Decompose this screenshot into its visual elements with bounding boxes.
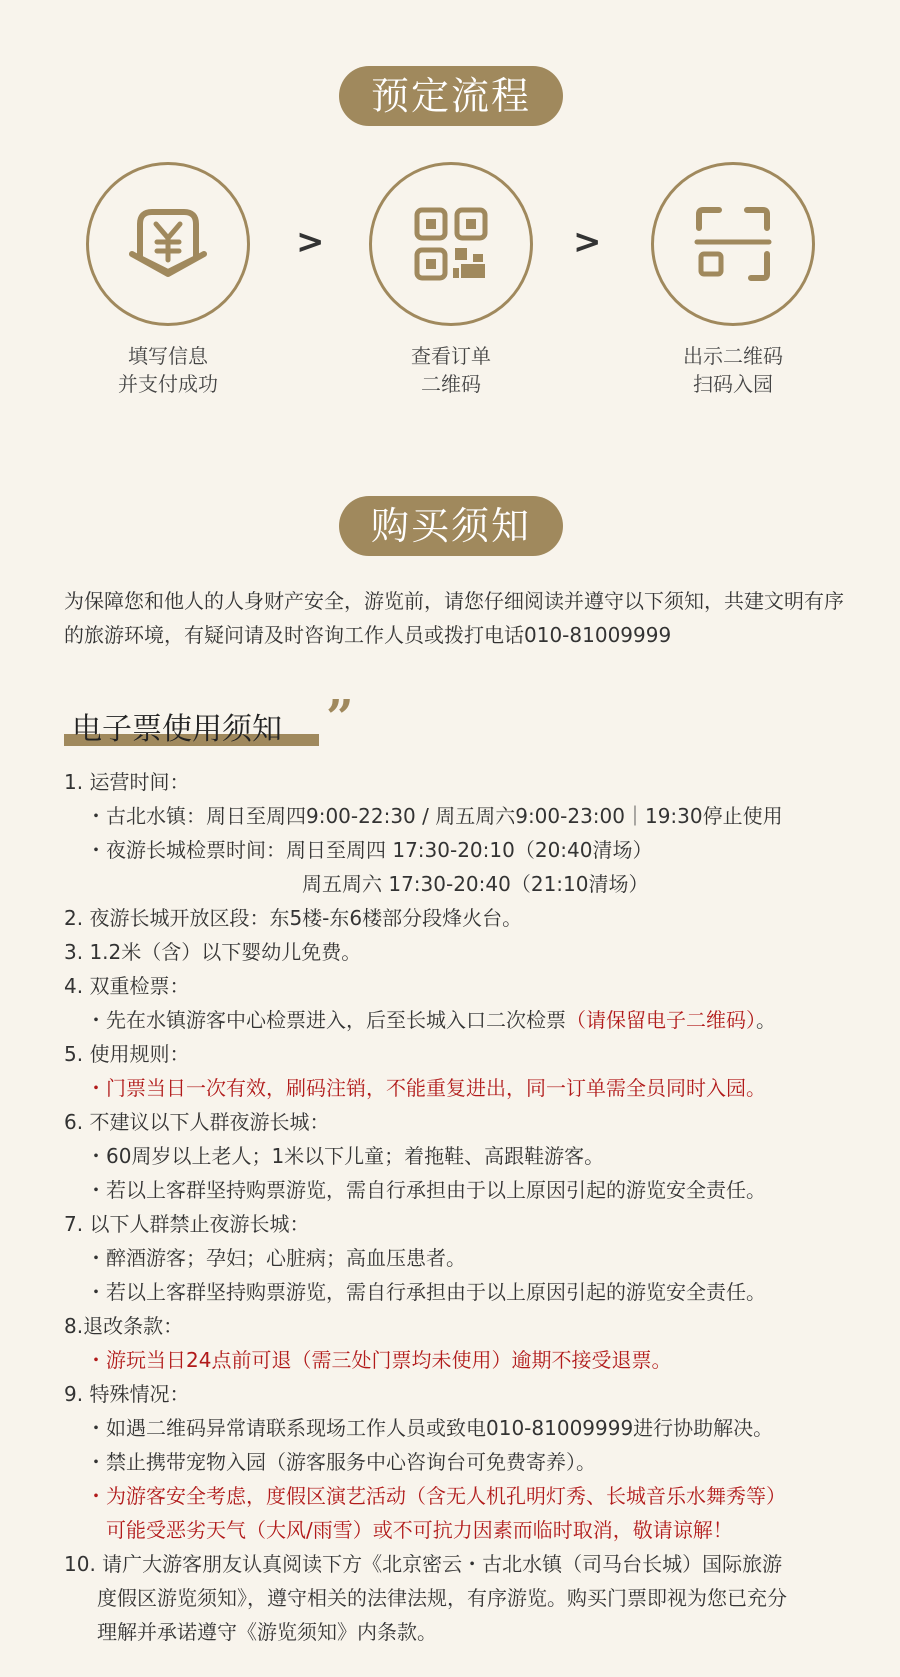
step-scan-line1: 出示二维码 xyxy=(683,344,783,368)
purchase-notice-title: 购买须知 xyxy=(339,496,563,556)
step-pay-circle xyxy=(86,162,250,326)
quote-mark-icon: ” xyxy=(326,690,354,746)
eticket-title: 电子票使用须知 xyxy=(72,712,282,747)
note-9a: ・如遇二维码异常请联系现场工作人员或致电010-81009999进行协助解决。 xyxy=(86,1416,774,1440)
note-1c: 周五周六 17:30-20:40（21:10清场） xyxy=(302,872,649,896)
note-7b: ・若以上客群坚持购票游览，需自行承担由于以上原因引起的游览安全责任。 xyxy=(86,1280,766,1304)
note-7: 7. 以下人群禁止夜游长城： xyxy=(64,1212,310,1236)
step-view-order xyxy=(366,162,536,398)
note-9b: ・禁止携带宠物入园（游客服务中心咨询台可免费寄养）。 xyxy=(86,1450,596,1474)
note-8: 8.退改条款： xyxy=(64,1314,184,1338)
step-arrow-1: > xyxy=(296,222,325,262)
yuan-payment-icon xyxy=(126,202,210,286)
booking-process-title: 预定流程 xyxy=(339,66,563,126)
note-4a-end: 。 xyxy=(756,1008,776,1032)
note-5: 5. 使用规则： xyxy=(64,1042,190,1066)
qr-code-icon xyxy=(409,202,493,286)
step-view-order-line1: 查看订单 xyxy=(411,344,491,368)
note-9c: ・为游客安全考虑，度假区演艺活动（含无人机孔明灯秀、长城音乐水舞秀等） xyxy=(86,1484,786,1508)
note-6: 6. 不建议以下人群夜游长城： xyxy=(64,1110,330,1134)
note-4: 4. 双重检票： xyxy=(64,974,190,998)
step-scan-circle xyxy=(651,162,815,326)
note-5a: ・门票当日一次有效，刷码注销，不能重复进出，同一订单需全员同时入园。 xyxy=(86,1076,766,1100)
notes-list xyxy=(64,765,864,1649)
note-4a-text: ・先在水镇游客中心检票进入，后至长城入口二次检票 xyxy=(86,1008,566,1032)
step-view-order-circle xyxy=(369,162,533,326)
note-6a: ・60周岁以上老人；1米以下儿童；着拖鞋、高跟鞋游客。 xyxy=(86,1144,605,1168)
note-10b: 度假区游览须知》，遵守相关的法律法规，有序游览。购买门票即视为您已充分 xyxy=(97,1586,787,1610)
note-6b: ・若以上客群坚持购票游览，需自行承担由于以上原因引起的游览安全责任。 xyxy=(86,1178,766,1202)
scan-icon xyxy=(691,202,775,286)
note-10c: 理解并承诺遵守《游览须知》内条款。 xyxy=(97,1620,437,1644)
note-7a: ・醉酒游客；孕妇；心脏病；高血压患者。 xyxy=(86,1246,466,1270)
note-9: 9. 特殊情况： xyxy=(64,1382,190,1406)
step-view-order-line2: 二维码 xyxy=(421,372,481,396)
note-1a: ・古北水镇：周日至周四9:00-22:30 / 周五周六9:00-23:00｜19:30停止使用 xyxy=(86,804,783,828)
intro-paragraph: 为保障您和他人的人身财产安全，游览前，请您仔细阅读并遵守以下须知，共建文明有序的旅游环境，有疑问请及时咨询工作人员或拨打电话010-81009999 xyxy=(64,589,844,647)
step-pay-line1: 填写信息 xyxy=(128,344,208,368)
note-10a: 10. 请广大游客朋友认真阅读下方《北京密云・古北水镇（司马台长城）国际旅游 xyxy=(64,1552,783,1576)
note-4a xyxy=(64,1003,864,1037)
step-scan-line2: 扫码入园 xyxy=(693,372,773,396)
eticket-section-header xyxy=(64,690,364,750)
note-2: 2. 夜游长城开放区段：东5楼-东6楼部分段烽火台。 xyxy=(64,906,523,930)
note-9d: 可能受恶劣天气（大风/雨雪）或不可抗力因素而临时取消，敬请谅解！ xyxy=(106,1518,733,1542)
step-pay xyxy=(83,162,253,398)
note-3: 3. 1.2米（含）以下婴幼儿免费。 xyxy=(64,940,362,964)
step-arrow-2: > xyxy=(573,222,602,262)
note-1: 1. 运营时间： xyxy=(64,770,190,794)
note-4a-red: （请保留电子二维码） xyxy=(566,1008,756,1032)
step-pay-line2: 并支付成功 xyxy=(118,372,218,396)
note-1b: ・夜游长城检票时间：周日至周四 17:30-20:10（20:40清场） xyxy=(86,838,653,862)
note-8a: ・游玩当日24点前可退（需三处门票均未使用）逾期不接受退票。 xyxy=(86,1348,672,1372)
step-scan xyxy=(648,162,818,398)
